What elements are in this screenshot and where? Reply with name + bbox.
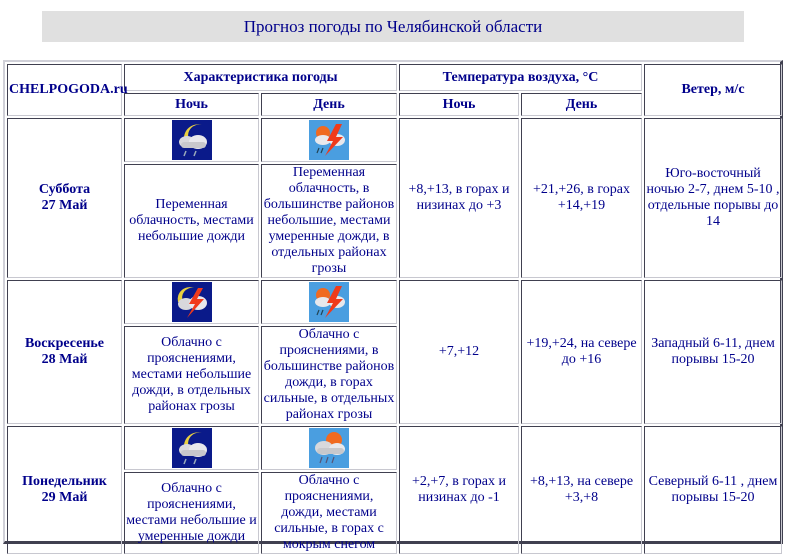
wind: Северный 6-11 , днем порывы 15-20 (644, 426, 782, 554)
temp-day: +19,+24, на севере до +16 (521, 280, 642, 424)
day-icon-cell (261, 118, 397, 162)
day-icon-row (7, 426, 782, 470)
wind: Западный 6-11, днем порывы 15-20 (644, 280, 782, 424)
day-label (7, 280, 122, 424)
night-icon-cell (124, 280, 259, 324)
day-description: Облачно с прояснениями, дожди, местами сильные, в горах с мокрым снегом (261, 472, 397, 554)
temp-night-header: Ночь (399, 93, 519, 116)
sun-cloud-thunderstorm-icon (309, 120, 349, 160)
night-icon-cell (124, 426, 259, 470)
day-icon-cell (261, 426, 397, 470)
day-icon-row (7, 118, 782, 162)
weather-day-header: День (261, 93, 397, 116)
weather-night-header: Ночь (124, 93, 259, 116)
day-description: Облачно с прояснениями, в большинстве районов дожди, в горах сильные, в отдельных районах грозы (261, 326, 397, 424)
weekday: Воскресенье (24, 336, 105, 351)
temp-night: +8,+13, в горах и низинах до +3 (399, 118, 519, 278)
sun-cloud-rain-snow-icon (309, 428, 349, 468)
weather-group-header: Характеристика погоды (124, 64, 397, 91)
night-description: Облачно с прояснениями, местами небольшие и умеренные дожди (124, 472, 259, 554)
date: 29 Май (41, 490, 88, 505)
weekday: Понедельник (22, 474, 107, 489)
page-title: Прогноз погоды по Челябинской области (42, 11, 744, 42)
wind-header: Ветер, м/с (644, 64, 782, 116)
wind: Юго-восточный ночью 2-7, днем 5-10 , отдельные порывы до 14 (644, 118, 782, 278)
moon-cloud-thunderstorm-icon (172, 282, 212, 322)
date: 28 Май (41, 352, 88, 367)
temp-day: +8,+13, на севере +3,+8 (521, 426, 642, 554)
temp-day: +21,+26, в горах +14,+19 (521, 118, 642, 278)
moon-cloud-rain-icon (172, 428, 212, 468)
day-icon-cell (261, 280, 397, 324)
forecast-days (7, 118, 782, 554)
temp-night: +2,+7, в горах и низинах до -1 (399, 426, 519, 554)
day-icon-row (7, 280, 782, 324)
sun-cloud-thunderstorm-icon (309, 282, 349, 322)
moon-cloud-rain-icon (172, 120, 212, 160)
forecast-table (5, 62, 784, 556)
temp-day-header: День (521, 93, 642, 116)
forecast-table-frame (3, 60, 783, 552)
weekday: Суббота (38, 182, 91, 197)
night-description: Облачно с прояснениями, местами небольшие дожди, в отдельных районах грозы (124, 326, 259, 424)
night-description: Переменная облачность, местами небольшие дожди (124, 164, 259, 278)
day-description: Переменная облачность, в большинстве районов небольшие, местами умеренные дожди, в отдельных районах грозы (261, 164, 397, 278)
date: 27 Май (41, 198, 88, 213)
temp-night: +7,+12 (399, 280, 519, 424)
day-label (7, 426, 122, 554)
site-brand: CHELPOGODA.ru (7, 64, 122, 116)
day-label (7, 118, 122, 278)
night-icon-cell (124, 118, 259, 162)
temperature-group-header: Температура воздуха, °С (399, 64, 642, 91)
